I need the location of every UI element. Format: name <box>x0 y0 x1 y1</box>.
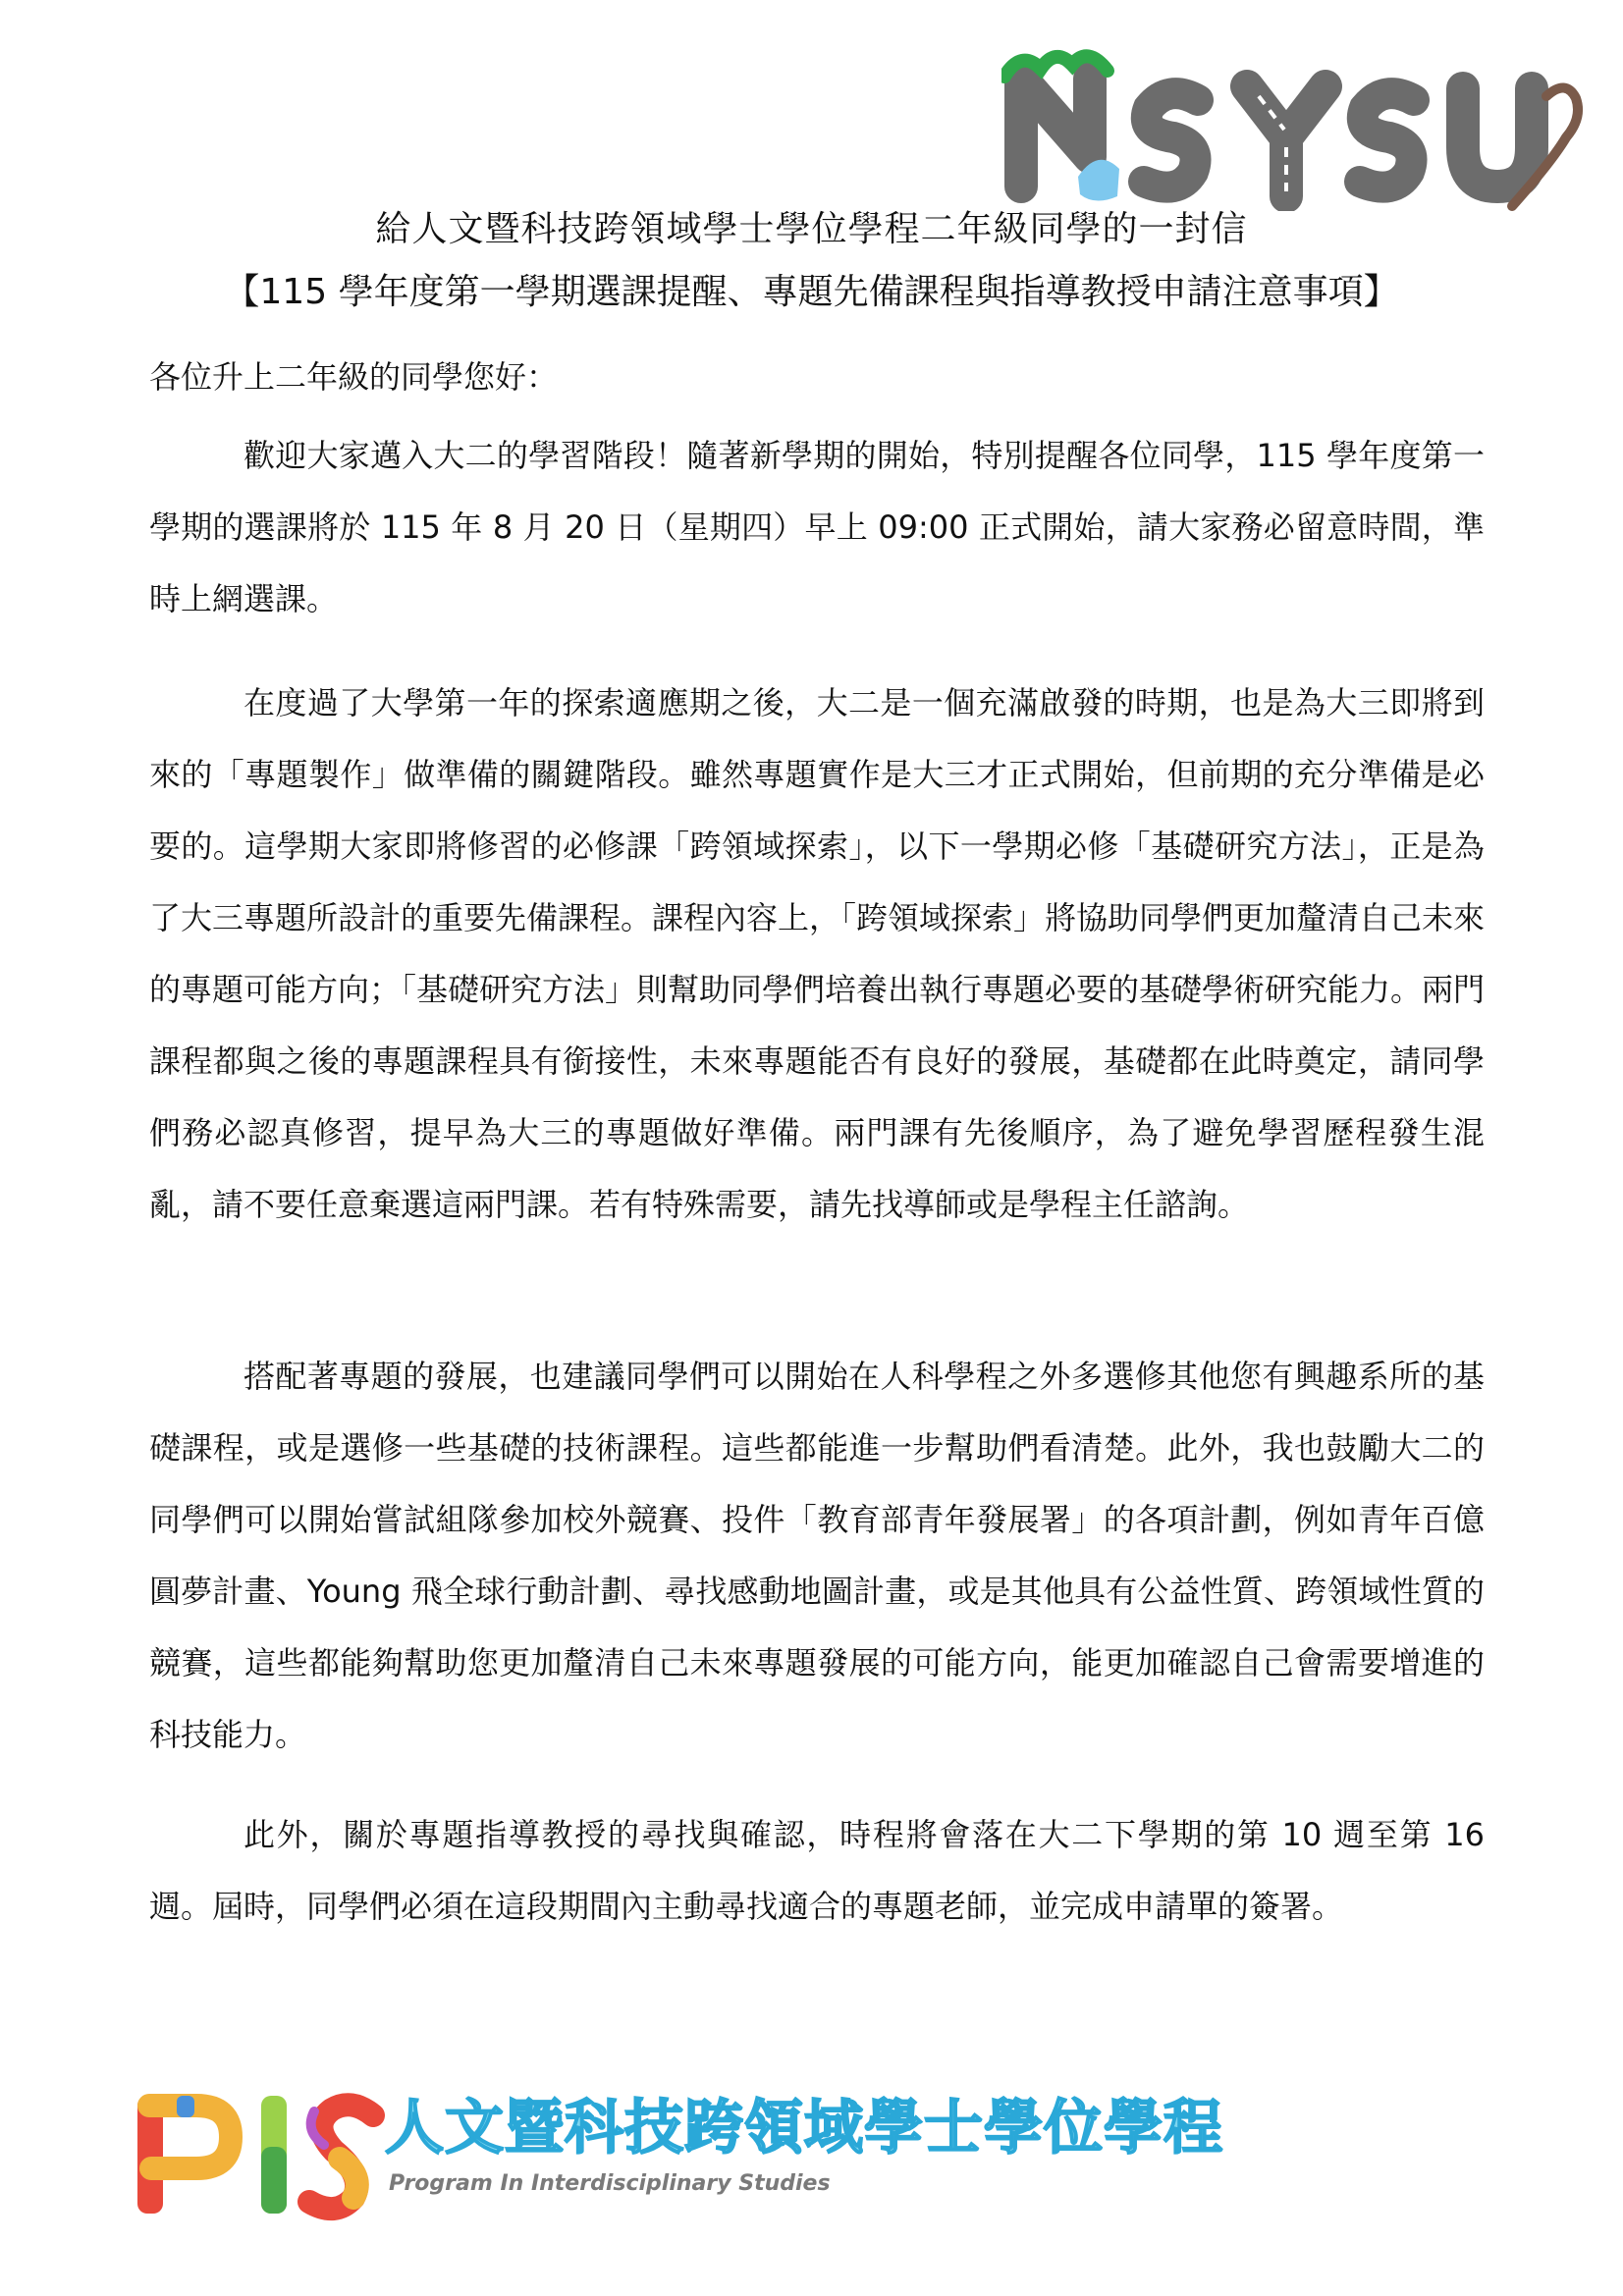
paragraph-course-selection: 歡迎大家邁入大二的學習階段！隨著新學期的開始，特別提醒各位同學，115 學年度第一學期的選課將於 115 年 8 月 20 日（星期四）早上 09:00 正式開始，請大家務必留意時間，準時上網選課。 <box>149 437 1485 617</box>
paragraph-extra-courses-competitions: 搭配著專題的發展，也建議同學們可以開始在人科學程之外多選修其他您有興趣系所的基礎課程，或是選修一些基礎的技術課程。這些都能進一步幫助們看清楚。此外，我也鼓勵大二的同學們可以開始嘗試組隊參加校外競賽、投件「教育部青年發展署」的各項計劃，例如青年百億圓夢計畫、Young 飛全球行動計劃、尋找感動地圖計畫，或是其他具有公益性質、跨領域性質的競賽，這些都能夠幫助您更加釐清自己未來專題發展的可能方向，能更加確認自己會需要增進的科技能力。 <box>149 1358 1485 1753</box>
nsysu-logo <box>1001 39 1591 211</box>
program-subtitle: Program In Interdisciplinary Studies <box>389 2171 831 2196</box>
program-name: 人文暨科技跨領域學士學位學程 <box>385 2094 1223 2163</box>
greeting: 各位升上二年級的同學您好： <box>149 358 559 396</box>
letter-title: 給人文暨科技跨領域學士學位學程二年級同學的一封信 <box>375 209 1248 249</box>
paragraph-advisor-application: 此外，關於專題指導教授的尋找與確認，時程將會落在大二下學期的第 10 週至第 16 週。屆時，同學們必須在這段期間內主動尋找適合的專題老師，並完成申請單的簽署。 <box>149 1816 1485 1925</box>
letter-subtitle: 【115 學年度第一學期選課提醒、專題先備課程與指導教授申請注意事項】 <box>224 272 1399 312</box>
paragraph-prerequisite-courses: 在度過了大學第一年的探索適應期之後，大二是一個充滿啟發的時期，也是為大三即將到來的「專題製作」做準備的關鍵階段。雖然專題實作是大三才正式開始，但前期的充分準備是必要的。這學期大家即將修習的必修課「跨領域探索」，以下一學期必修「基礎研究方法」，正是為了大三專題所設計的重要先備課程。課程內容上，「跨領域探索」將協助同學們更加釐清自己未來的專題可能方向；「基礎研究方法」則幫助同學們培養出執行專題必要的基礎學術研究能力。兩門課程都與之後的專題課程具有銜接性，未來專題能否有良好的發展，基礎都在此時奠定，請同學們務必認真修習，提早為大三的專題做好準備。兩門課有先後順序，為了避免學習歷程發生混亂，請不要任意棄選這兩門課。若有特殊需要，請先找導師或是學程主任諮詢。 <box>149 684 1486 1223</box>
